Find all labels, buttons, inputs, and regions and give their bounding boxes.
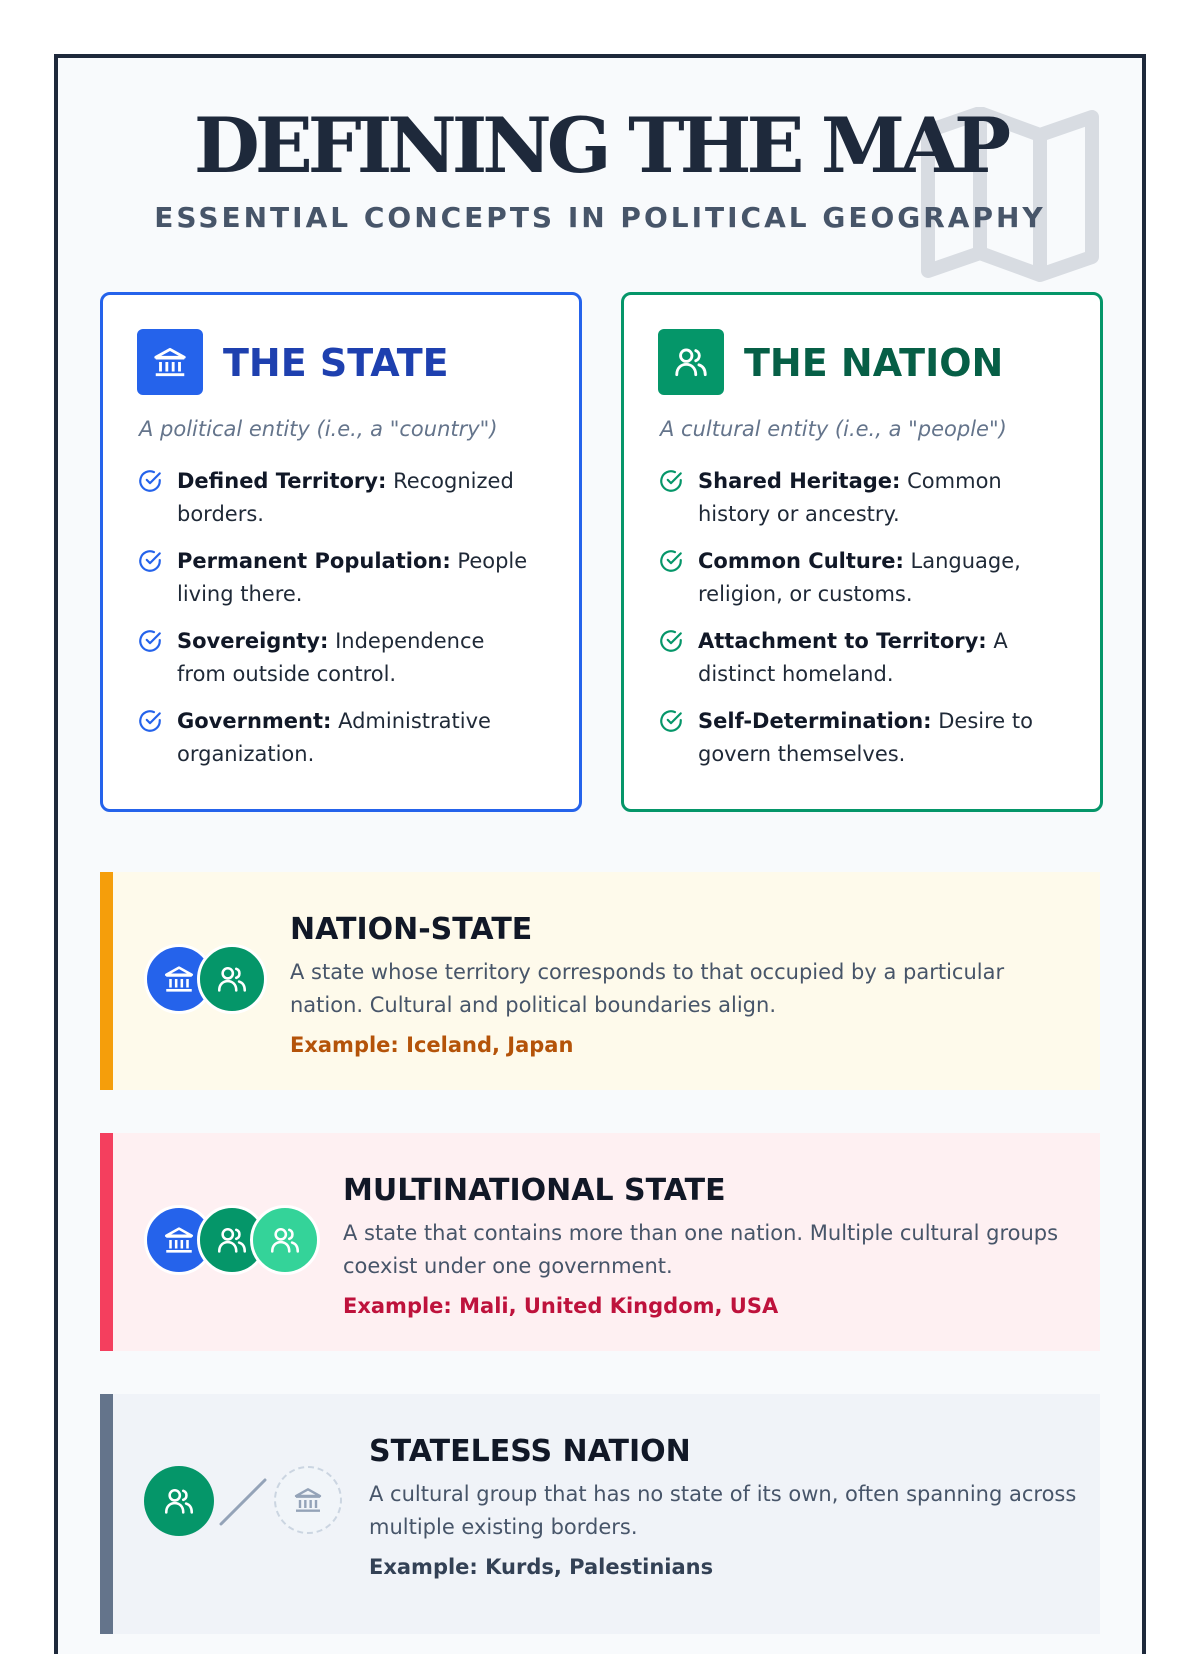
concept-description: A cultural group that has no state of its own, often spanning across multiple existing borders.: [369, 1482, 1077, 1539]
check-circle-icon: [137, 468, 163, 494]
list-item: [137, 545, 537, 625]
infographic-frame: [54, 54, 1146, 1654]
nation-card-title: THE NATION: [744, 341, 1004, 385]
criterion-text: Language, religion, or customs.: [698, 549, 1021, 606]
criterion-term: Sovereignty:: [177, 629, 329, 653]
second-nation-people-icon: [250, 1205, 320, 1275]
check-circle-icon: [658, 628, 684, 654]
nation-card: [621, 292, 1103, 812]
criterion-term: Common Culture:: [698, 549, 904, 573]
accent-bar: [100, 1133, 113, 1351]
check-circle-icon: [658, 548, 684, 574]
criterion-text: Common history or ancestry.: [698, 469, 1002, 526]
criterion-term: Attachment to Territory:: [698, 629, 987, 653]
list-item: [137, 705, 537, 785]
criterion-text: Independence from outside control.: [177, 629, 485, 686]
nation-people-icon: [144, 1466, 214, 1536]
criterion-text: Administrative organization.: [177, 709, 491, 766]
criterion-term: Self-Determination:: [698, 709, 932, 733]
criterion-term: Shared Heritage:: [698, 469, 901, 493]
criterion-term: Government:: [177, 709, 332, 733]
concept-example: Example: Kurds, Palestinians: [369, 1555, 714, 1579]
check-circle-icon: [137, 628, 163, 654]
criterion-text: Desire to govern themselves.: [698, 709, 1033, 766]
people-group-icon: [658, 329, 724, 395]
concept-title: NATION-STATE: [290, 912, 533, 947]
list-item: [137, 625, 537, 705]
list-item: [658, 465, 1058, 545]
stateless-nation-panel: [100, 1394, 1100, 1634]
state-card-title: THE STATE: [223, 341, 449, 385]
check-circle-icon: [658, 468, 684, 494]
check-circle-icon: [137, 708, 163, 734]
nation-state-panel: [100, 872, 1100, 1090]
check-circle-icon: [658, 708, 684, 734]
slash-divider-icon: [216, 1474, 270, 1530]
check-circle-icon: [137, 548, 163, 574]
concept-title: MULTINATIONAL STATE: [343, 1173, 726, 1208]
criterion-term: Permanent Population:: [177, 549, 451, 573]
state-card-subtitle: A political entity (i.e., a "country"): [139, 417, 498, 441]
concept-title: STATELESS NATION: [369, 1434, 691, 1469]
list-item: [137, 465, 537, 545]
state-criteria-list: [137, 465, 537, 785]
nation-people-icon: [197, 944, 267, 1014]
criterion-text: A distinct homeland.: [698, 629, 1008, 686]
concept-description: A state whose territory corresponds to that occupied by a particular nation. Cultural and political boundaries align.: [290, 960, 1005, 1017]
criterion-text: Recognized borders.: [177, 469, 514, 526]
concept-example: Example: Mali, United Kingdom, USA: [343, 1294, 779, 1318]
page-title: DEFINING THE MAP: [193, 101, 1007, 190]
government-building-icon: [137, 329, 203, 395]
multinational-state-panel: [100, 1133, 1100, 1351]
list-item: [658, 625, 1058, 705]
criterion-text: People living there.: [177, 549, 528, 606]
state-card: [100, 292, 582, 812]
accent-bar: [100, 1394, 113, 1634]
concept-example: Example: Iceland, Japan: [290, 1033, 574, 1057]
page-subtitle: ESSENTIAL CONCEPTS IN POLITICAL GEOGRAPHY: [154, 201, 1046, 234]
accent-bar: [100, 872, 113, 1090]
list-item: [658, 545, 1058, 625]
nation-criteria-list: [658, 465, 1058, 785]
list-item: [658, 705, 1058, 785]
criterion-term: Defined Territory:: [177, 469, 387, 493]
missing-state-building-icon: [274, 1466, 342, 1534]
nation-card-subtitle: A cultural entity (i.e., a "people"): [660, 417, 1007, 441]
concept-description: A state that contains more than one nation. Multiple cultural groups coexist under one government.: [343, 1221, 1059, 1278]
